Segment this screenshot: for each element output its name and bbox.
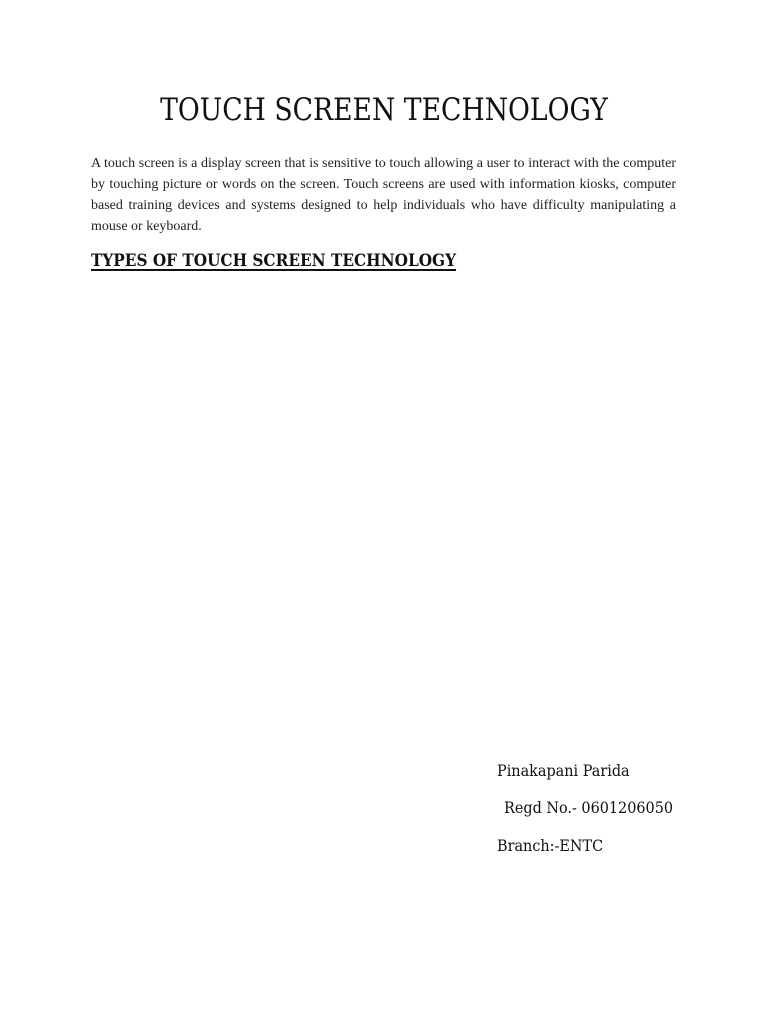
registration-number: Regd No.- 0601206050 bbox=[504, 798, 674, 817]
section-heading: TYPES OF TOUCH SCREEN TECHNOLOGY bbox=[91, 251, 457, 271]
intro-paragraph: A touch screen is a display screen that is sensitive to touch allowing a user to interact with the computer by touching picture or words on the screen. Touch screens are used with information kiosks, computer based training devices and systems designed to help individuals who have difficulty manipulating a mouse or keyboard. bbox=[91, 156, 676, 234]
author-name: Pinakapani Parida bbox=[497, 761, 630, 780]
branch: Branch:-ENTC bbox=[497, 836, 604, 855]
document-title: TOUCH SCREEN TECHNOLOGY bbox=[160, 92, 608, 128]
